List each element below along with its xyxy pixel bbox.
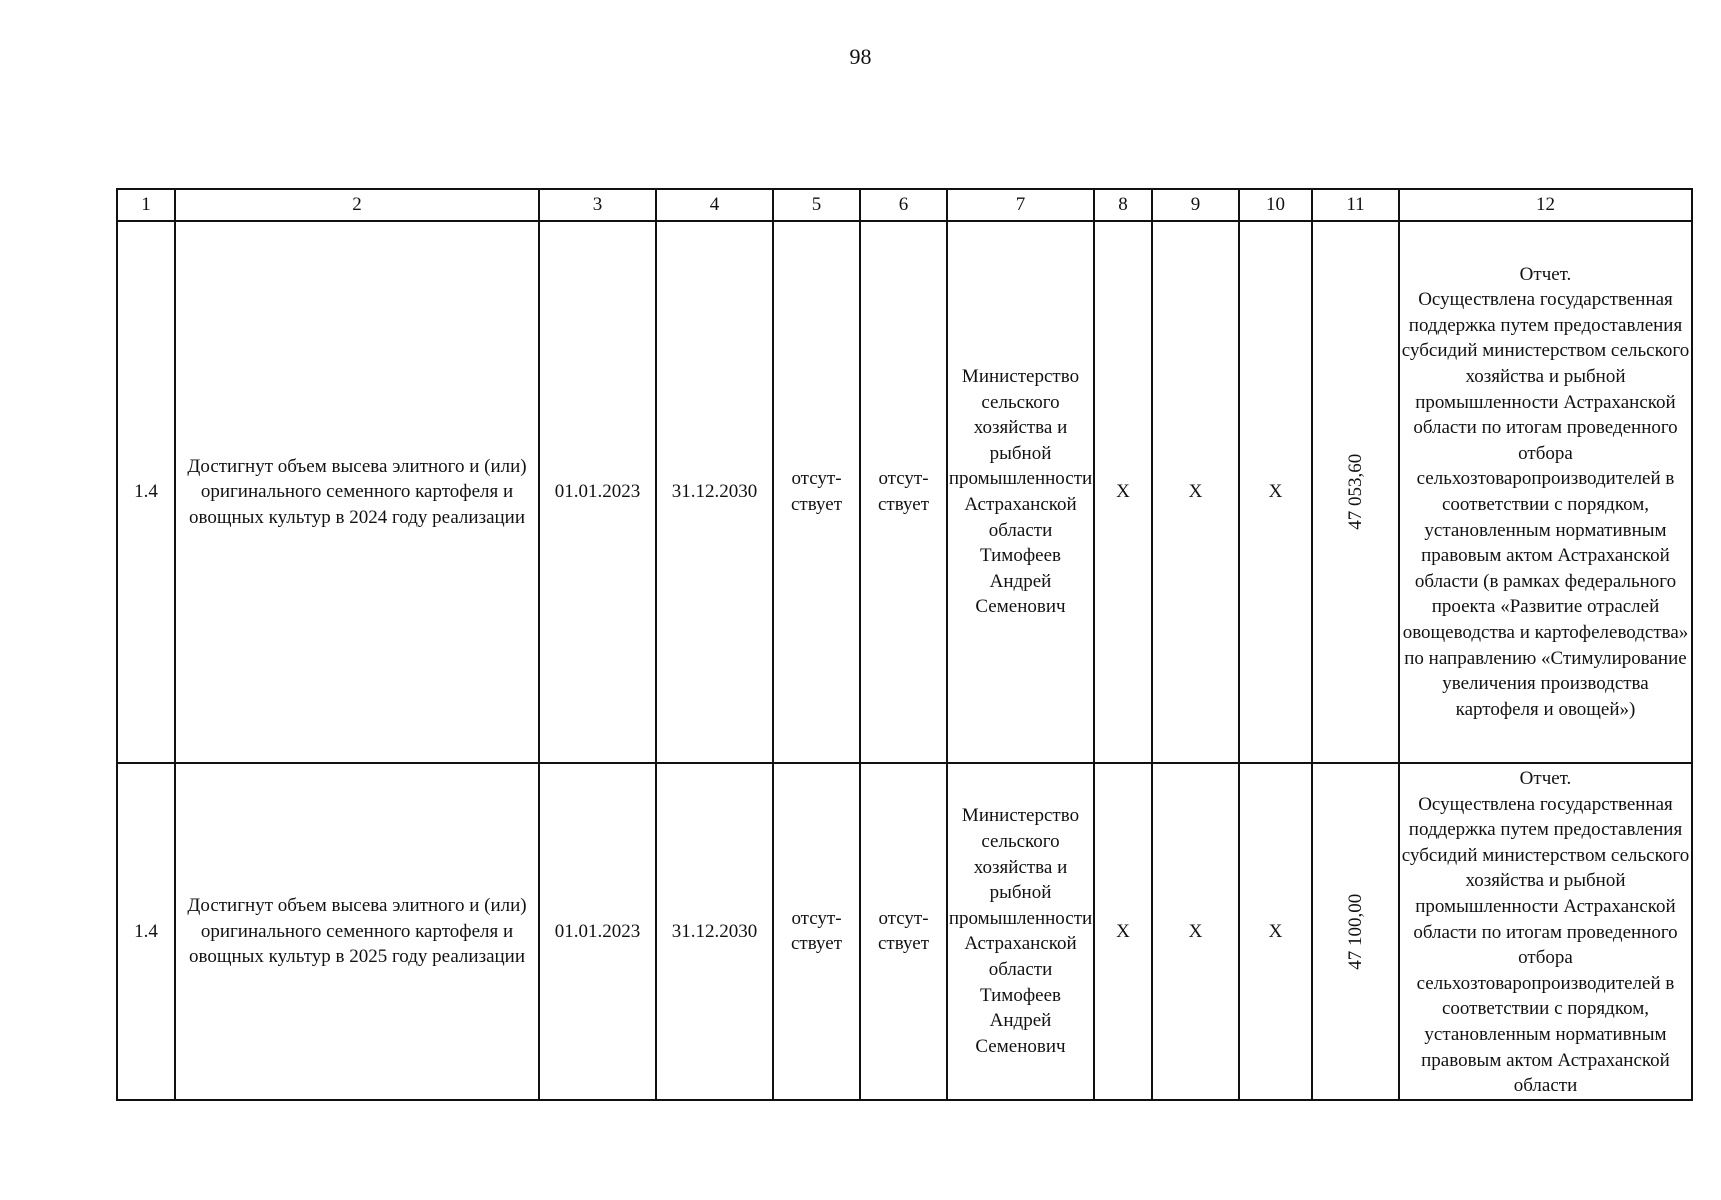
amount-cell xyxy=(1312,221,1399,763)
col5-value: отсут-ствует xyxy=(773,221,860,763)
row-number: 1.4 xyxy=(117,763,175,1100)
column-header-10: 10 xyxy=(1239,189,1312,221)
header-row xyxy=(117,189,1692,221)
column-header-5: 5 xyxy=(773,189,860,221)
col9-value: Х xyxy=(1152,763,1239,1100)
column-header-9: 9 xyxy=(1152,189,1239,221)
table-row xyxy=(117,221,1692,763)
start-date: 01.01.2023 xyxy=(539,763,656,1100)
report-text: Осуществлена государственная поддержка путем предоставления субсидий министерством сельского хозяйства и рыбной промышленности Астраханской области по итогам проведенного отбора сельхозтоваропроизводителей в соответствии с порядком, установленным нормативным правовым актом Астраханской области xyxy=(1401,793,1690,1097)
row-number: 1.4 xyxy=(117,221,175,763)
col10-value: Х xyxy=(1239,763,1312,1100)
responsible-executor: Министерство сельского хозяйства и рыбной промышленности Астраханской области Тимофеев Андрей Семенович xyxy=(947,221,1094,763)
column-header-7: 7 xyxy=(947,189,1094,221)
column-header-8: 8 xyxy=(1094,189,1152,221)
amount-cell xyxy=(1312,763,1399,1100)
column-header-3: 3 xyxy=(539,189,656,221)
table-row xyxy=(117,763,1692,1100)
report-title: Отчет. xyxy=(1519,768,1572,789)
column-header-11: 11 xyxy=(1312,189,1399,221)
responsible-executor: Министерство сельского хозяйства и рыбной промышленности Астраханской области Тимофеев Андрей Семенович xyxy=(947,763,1094,1100)
event-description: Достигнут объем высева элитного и (или) оригинального семенного картофеля и овощных культур в 2025 году реализации xyxy=(175,763,539,1100)
col8-value: Х xyxy=(1094,763,1152,1100)
amount-value: 47 100,00 xyxy=(1344,893,1366,970)
report-cell xyxy=(1399,763,1692,1100)
col9-value: Х xyxy=(1152,221,1239,763)
column-header-4: 4 xyxy=(656,189,773,221)
column-header-2: 2 xyxy=(175,189,539,221)
report-title: Отчет. xyxy=(1519,263,1572,285)
page-number: 98 xyxy=(849,44,872,69)
col6-value: отсут-ствует xyxy=(860,221,947,763)
start-date: 01.01.2023 xyxy=(539,221,656,763)
column-header-12: 12 xyxy=(1399,189,1692,221)
amount-value: 47 053,60 xyxy=(1344,454,1366,530)
column-header-6: 6 xyxy=(860,189,947,221)
report-text: Осуществлена государственная поддержка путем предоставления субсидий министерством сельского хозяйства и рыбной промышленности Астраханской области по итогам проведенного отбора сельхозтоваропроизводителей в соответствии с порядком, установленным нормативным правовым актом Астраханской области (в рамках федерального проекта «Развитие отраслей овощеводства и картофелеводства» по направлению «Стимулирование увеличения производства картофеля и овощей») xyxy=(1401,289,1690,720)
col5-value: отсут-ствует xyxy=(773,763,860,1100)
col6-value: отсут-ствует xyxy=(860,763,947,1100)
event-description: Достигнут объем высева элитного и (или) оригинального семенного картофеля и овощных культур в 2024 году реализации xyxy=(175,221,539,763)
col10-value: Х xyxy=(1239,221,1312,763)
report-cell xyxy=(1399,221,1692,763)
end-date: 31.12.2030 xyxy=(656,763,773,1100)
report-table xyxy=(116,188,1693,1101)
end-date: 31.12.2030 xyxy=(656,221,773,763)
col8-value: Х xyxy=(1094,221,1152,763)
column-header-1: 1 xyxy=(117,189,175,221)
